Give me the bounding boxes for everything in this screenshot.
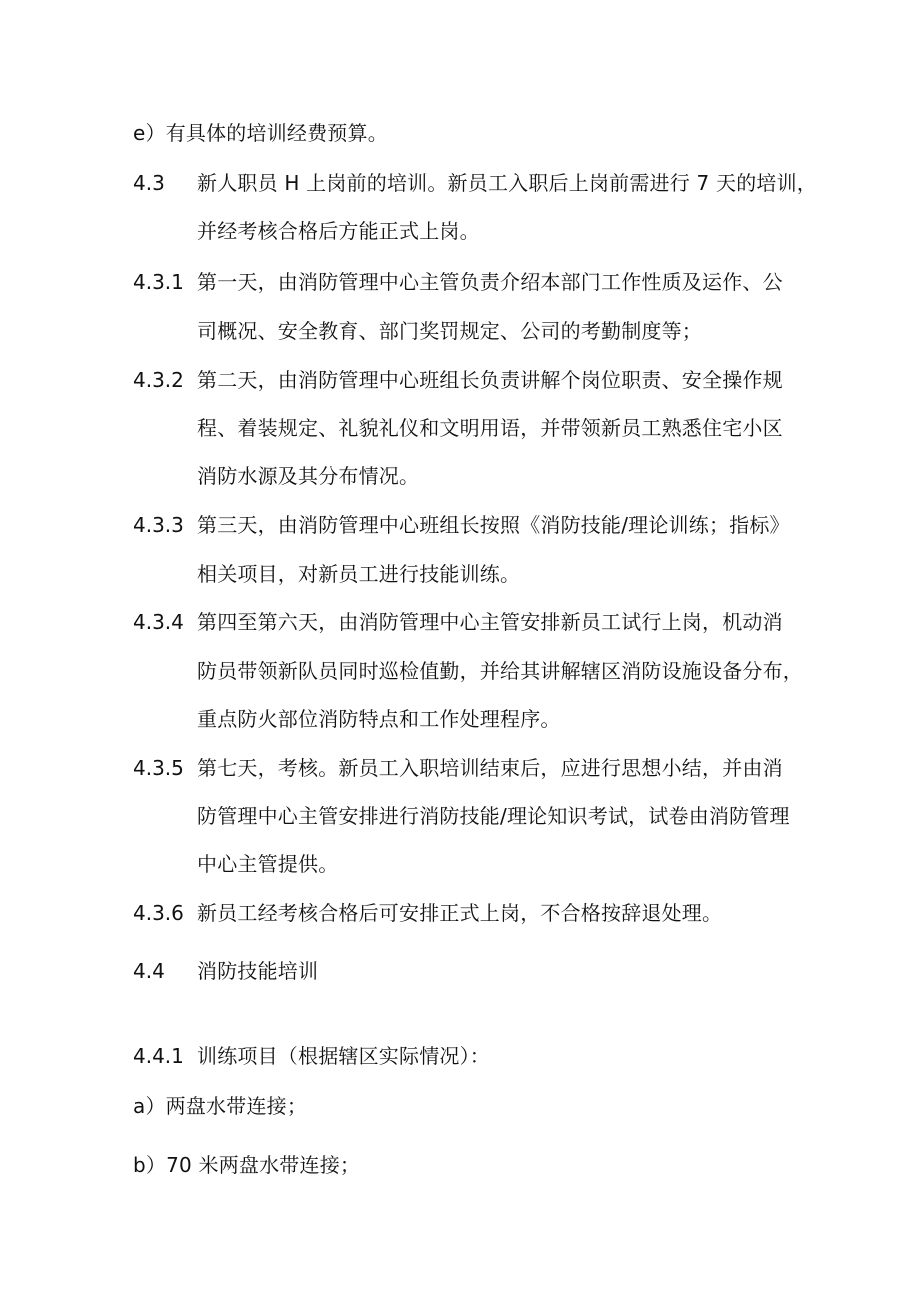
section-4-3-5-line-3: 中心主管提供。 — [197, 852, 339, 876]
section-number-4-3-1: 4.3.1 — [133, 270, 184, 294]
section-number-4-3-2: 4.3.2 — [133, 368, 184, 392]
section-4-3-3-line-1: 第三天，由消防管理中心班组长按照《消防技能/理论训练；指标》 — [197, 513, 790, 537]
section-4-4-1-line-1: 训练项目（根据辖区实际情况）： — [197, 1044, 490, 1068]
section-4-3-5-line-1: 第七天，考核。新员工入职培训结束后，应进行思想小结，并由消 — [197, 756, 783, 780]
section-4-3-5-line-2: 防管理中心主管安排进行消防技能/理论知识考试，试卷由消防管理 — [197, 804, 790, 828]
section-number-4-3-6: 4.3.6 — [133, 901, 184, 925]
section-4-4-heading: 消防技能培训 — [197, 959, 319, 983]
list-item-a: a）两盘水带连接； — [133, 1094, 308, 1118]
section-4-3-line-1: 新人职员 H 上岗前的培训。新员工入职后上岗前需进行 7 天的培训， — [197, 171, 817, 195]
section-number-4-4-1: 4.4.1 — [133, 1044, 184, 1068]
list-item-b: b）70 米两盘水带连接； — [133, 1153, 361, 1177]
section-4-3-2-line-1: 第二天，由消防管理中心班组长负责讲解个岗位职责、安全操作规 — [197, 368, 783, 392]
section-4-3-6-line-1: 新员工经考核合格后可安排正式上岗，不合格按辞退处理。 — [197, 901, 723, 925]
section-number-4-3-5: 4.3.5 — [133, 756, 184, 780]
section-number-4-4: 4.4 — [133, 959, 165, 983]
section-4-3-4-line-2: 防员带领新队员同时巡检值勤，并给其讲解辖区消防设施设备分布， — [197, 659, 803, 683]
section-4-3-1-line-1: 第一天，由消防管理中心主管负责介绍本部门工作性质及运作、公 — [197, 270, 783, 294]
section-4-3-4-line-3: 重点防火部位消防特点和工作处理程序。 — [197, 707, 561, 731]
section-4-3-1-line-2: 司概况、安全教育、部门奖罚规定、公司的考勤制度等； — [197, 319, 702, 343]
section-4-3-4-line-1: 第四至第六天，由消防管理中心主管安排新员工试行上岗，机动消 — [197, 610, 783, 634]
list-item-e: e）有具体的培训经费预算。 — [133, 121, 388, 145]
section-4-3-2-line-2: 程、着装规定、礼貌礼仪和文明用语，并带领新员工熟悉住宅小区 — [197, 416, 783, 440]
section-4-3-2-line-3: 消防水源及其分布情况。 — [197, 464, 420, 488]
section-4-3-3-line-2: 相关项目，对新员工进行技能训练。 — [197, 562, 521, 586]
section-number-4-3: 4.3 — [133, 171, 165, 195]
section-number-4-3-3: 4.3.3 — [133, 513, 184, 537]
section-number-4-3-4: 4.3.4 — [133, 610, 184, 634]
section-4-3-line-2: 并经考核合格后方能正式上岗。 — [197, 219, 480, 243]
